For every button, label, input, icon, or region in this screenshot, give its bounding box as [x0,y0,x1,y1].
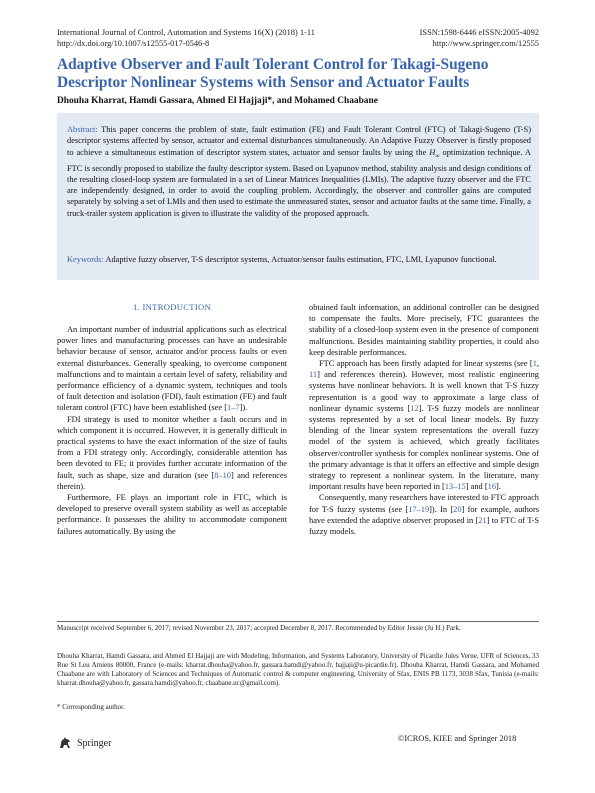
citation-link[interactable]: 16 [487,482,496,492]
paragraph: An important number of industrial applications such as electrical power lines and manufacturing processes can have an undesirable behavior because of sensor, actuator and/or process faults or even external disturbances. Generally speaking, to overcome component malfunctions and to maintain a certain level of safety, reliability and performance efficiency of a dynamic system, techniques and tools of fault detection and isolation (FDI), fault estimation (FE) and fault tolerant control (FTC) have been established (see [1–7]). [57,325,287,413]
section-heading-introduction: 1. INTRODUCTION [132,302,212,312]
paragraph: FDI strategy is used to monitor whether a fault occurs and in which component it is occurred. However, it is generally difficult in practical systems to have the exact information of the size of faults from a FDI strategy only. Accordingly, considerable attention has been devoted to FE; it provides further accurate information of the fault, such as shape, size and duration (see [8–10] and references therein). [57,414,287,491]
doi-link[interactable]: http://dx.doi.org/10.1007/s12555-017-0546-8 [57,38,210,48]
h-infinity-symbol: H [429,147,436,157]
springer-horse-icon [57,735,73,751]
keywords-text: Adaptive fuzzy observer, T-S descriptor systems, Actuator/sensor faults estimation, FTC, LMI, Lyapunov functional. [105,255,497,264]
footnote-corresponding: * Corresponding author. [57,703,125,711]
springer-url[interactable]: http://www.springer.com/12555 [432,38,539,48]
springer-wordmark: Springer [77,737,112,749]
right-column [309,302,539,537]
paper-title: Adaptive Observer and Fault Tolerant Control for Takagi-Sugeno Descriptor Nonlinear Systems with Sensor and Actuator Faults [57,56,489,91]
paragraph: obtained fault information, an additional controller can be designed to compensate the faults. More precisely, FTC guarantees the stability of a closed-loop system even in the presence of component malfunctions. Besides maintaining stability properties, it could also keep desirable performances. [309,303,539,357]
citation-link[interactable]: 20 [453,504,462,514]
citation-link[interactable]: 21 [478,515,487,525]
citation-link[interactable]: 17–19 [408,504,430,514]
footnote-affiliations: Dhouha Kharrat, Hamdi Gassara, and Ahmed El Hajjaji are with Modeling, Information, and Systems Laboratory, University of Picardie Jules Verne, UFR of Sciences, 33 Rue St Leu Amiens 80000, France (e-mails: kharrat.dhouha@yahoo.fr, gassara.hamdi@yahoo.fr, hajjaji@u-picardie.fr). Dhouha Kharrat, Hamdi Gassara, and Mohamed Chaabane are with Laboratory of Sciences and Techniques of Automatic control & computer engineering, University of Sfax, ENIS PB 1173, 3038 Sfax, Tunisia (e-mails: kharrat.dhouha@yahoo.fr, gassara.hamdi@yahoo.fr, chaabane.uc@gmail.com). [57,652,539,687]
citation-link[interactable]: 1 [532,359,537,369]
springer-logo [57,735,111,751]
issn-line: ISSN:1598-6446 eISSN:2005-4092 [419,28,539,37]
abstract-text-part2: optimization technique. A FTC is secondly proposed to stabilize the faulty descriptor system. Based on Lyapunov method, stability analysis and design conditions of the resulting closed-loop system are formulated in a set of Linear Matrices Inequalities (LMIs). The adaptive fuzzy observer and the FTC are independently designed, in order to avoid the coupling problem. Accordingly, the observer and controller gains are computed separately by solving a set of LMIs and then used to estimate the unmeasured states, sensor and actuator faults at the same time. Finally, a truck-trailer system application is given to illustrate the validity of the proposed approach. [67,147,531,218]
abstract-label: Abstract: [67,125,98,134]
h-infinity-subscript: ∞ [435,153,440,160]
author-list: Dhouha Kharrat, Hamdi Gassara, Ahmed El Hajjaji*, and Mohamed Chaabane [57,96,378,106]
copyright: ©ICROS, KIEE and Springer 2018 [398,734,517,743]
paragraph: FTC approach has been firstly adapted for linear systems (see [1, 11] and references therein). However, most realistic engineering systems have nonlinear behaviors. It is well known that T-S fuzzy representation is a good way to approximate a large class of nonlinear dynamic systems [12]. T-S fuzzy models are nonlinear systems represented by a set of local linear models. By fuzzy blending of the linear system representations the overall fuzzy model of the system is achieved, which greatly facilitates observer/controller synthesis for complex nonlinear systems. One of the primary advantage is that it offers an effective and simple design strategy to represent a nonlinear system. In the literature, many important results have been reported in [13–15] and [16]. [309,359,539,492]
running-header-right [398,28,539,49]
citation-link[interactable]: 8–10 [214,470,231,480]
running-header-left [57,28,315,49]
paragraph: Furthermore, FE plays an important role in FTC, which is developed to preserve overall system stability as well as acceptable performance. It possesses the ability to accommodate component failures automatically. By using the [57,493,287,536]
abstract-text-part1: This paper concerns the problem of state, fault estimation (FE) and Fault Tolerant Control (FTC) of Takagi-Sugeno (T-S) descriptor systems affected by sensor, actuator and external disturbances simultaneously. An Adaptive Fuzzy Observer is firstly proposed to achieve a simultaneous estimation of descriptor system states, actuator and sensor faults by using the [67,125,531,157]
citation-link[interactable]: 12 [410,403,419,413]
keywords-label: Keywords: [67,255,104,264]
paragraph: Consequently, many researchers have interested to FTC approach for T-S fuzzy systems (see [17–19]). In [20] for example, authors have extended the adaptive observer proposed in [21] to FTC of T-S fuzzy models. [309,493,540,537]
citation-link[interactable]: 1–7 [227,403,240,413]
journal-citation: International Journal of Control, Automation and Systems 16(X) (2018) 1-11 [57,28,315,37]
left-column [57,324,287,537]
citation-link[interactable]: 11 [309,370,318,380]
footnote-divider [57,621,539,622]
footnote-received: Manuscript received September 6, 2017; revised November 23, 2017; accepted December 8, 2017. Recommended by Editor Jessie (Ju H.) Park. [57,624,461,632]
abstract [67,124,531,219]
keywords [67,254,531,265]
citation-link[interactable]: 13–15 [444,482,466,492]
